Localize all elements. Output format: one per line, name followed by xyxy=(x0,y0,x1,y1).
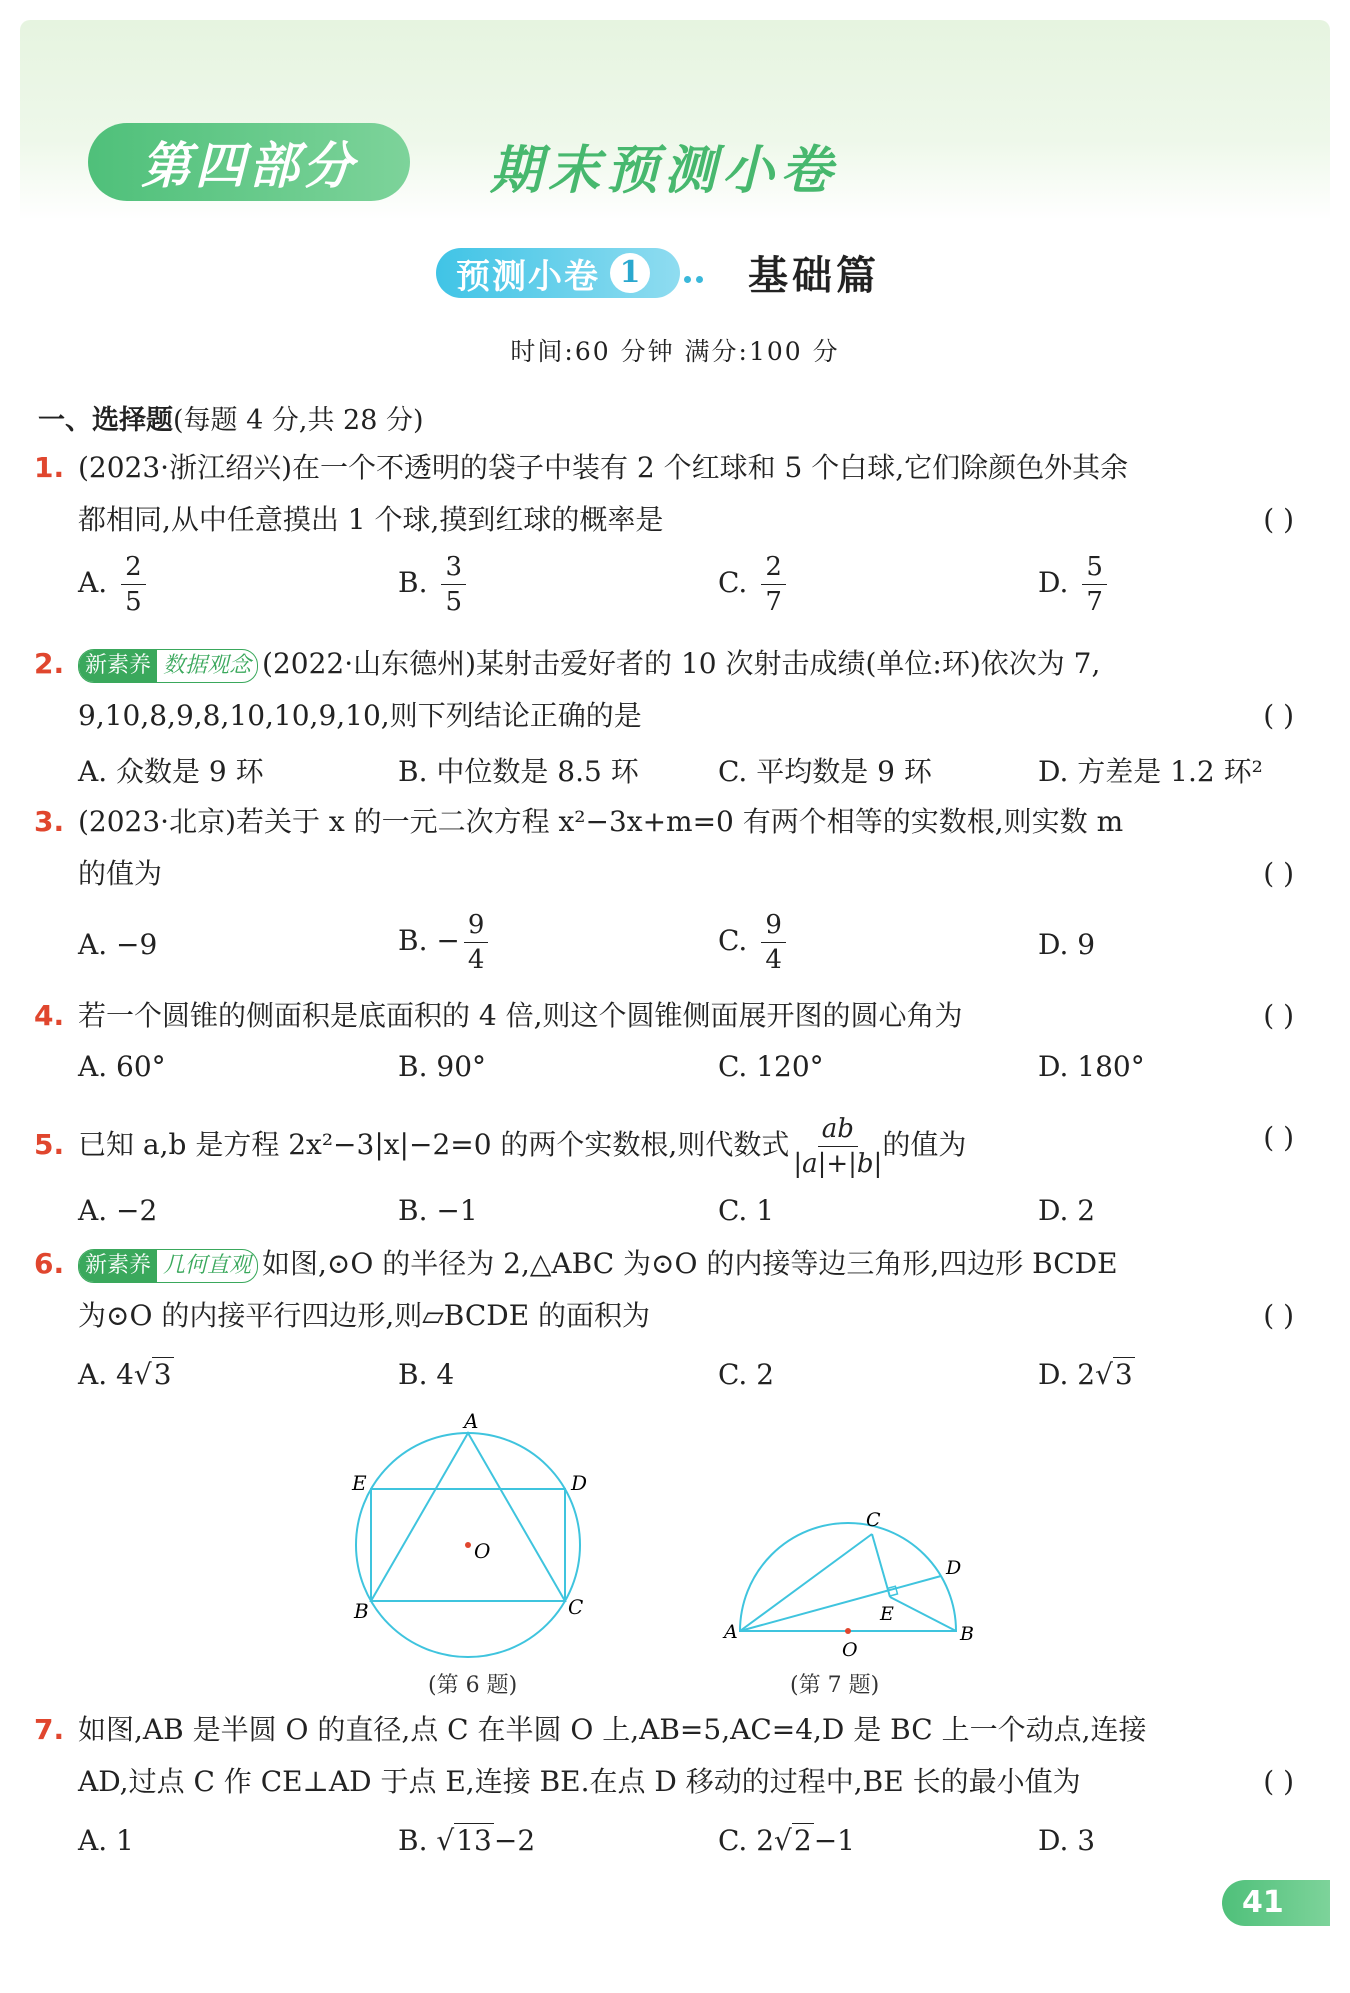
section-heading xyxy=(38,398,424,437)
option-c: C. 1 xyxy=(718,1194,775,1227)
question-text: 都相同,从中任意摸出 1 个球,摸到红球的概率是 xyxy=(78,503,664,536)
label-d: D xyxy=(571,1471,588,1495)
option-d: D. 180° xyxy=(1038,1050,1145,1083)
option-c: C. 120° xyxy=(718,1050,824,1083)
question-number: 1. xyxy=(34,451,65,484)
question-text: 如图,AB 是半圆 O 的直径,点 C 在半圆 O 上,AB=5,AC=4,D 是 BC 上一个动点,连接 xyxy=(78,1713,1147,1746)
time-score: 时间:60 分钟 满分:100 分 xyxy=(510,337,840,366)
label-b: B xyxy=(960,1623,974,1645)
question-text: 为⊙O 的内接平行四边形,则▱BCDE 的面积为 xyxy=(78,1299,651,1332)
question-number: 3. xyxy=(34,805,65,838)
option-c: C. 平均数是 9 环 xyxy=(718,755,932,788)
section-title: 一、选择题 xyxy=(38,405,173,436)
paper-badge xyxy=(436,248,680,298)
question-text: 如图,⊙O 的半径为 2,△ABC 为⊙O 的内接等边三角形,四边形 BCDE xyxy=(262,1247,1118,1280)
question-number: 2. xyxy=(34,647,65,680)
answer-paren: ( ) xyxy=(1263,503,1294,536)
question-text: (2023·浙江绍兴)在一个不透明的袋子中装有 2 个红球和 5 个白球,它们除颜色外其余 xyxy=(78,451,1129,484)
answer-paren: ( ) xyxy=(1263,1121,1294,1154)
question-text: (2022·山东德州)某射击爱好者的 10 次射击成绩(单位:环)依次为 7, xyxy=(262,647,1101,680)
option-d: D. 9 xyxy=(1038,928,1096,961)
answer-paren: ( ) xyxy=(1263,1765,1294,1798)
center-dot xyxy=(465,1542,471,1548)
label-c: C xyxy=(568,1595,584,1619)
dots-decoration xyxy=(684,268,708,287)
option-c: C. 2 xyxy=(718,1358,775,1391)
label-a: A xyxy=(724,1621,738,1643)
option-a: A. 4√3 xyxy=(78,1358,172,1391)
option-a: A. −9 xyxy=(78,928,158,961)
option-b: B. 4 xyxy=(398,1358,455,1391)
label-c: C xyxy=(866,1509,881,1531)
option-b: B. 90° xyxy=(398,1050,487,1083)
question-text: (2023·北京)若关于 x 的一元二次方程 x²−3x+m=0 有两个相等的实数根,则实数 m xyxy=(78,805,1124,838)
figure-6-circle xyxy=(340,1410,610,1660)
question-5 xyxy=(34,1112,1294,1181)
question-3 xyxy=(34,796,1294,900)
option-b: B. − $\frac{9}{4}$ xyxy=(398,908,488,977)
question-text: 的值为 xyxy=(78,857,163,890)
question-text: 若一个圆锥的侧面积是底面积的 4 倍,则这个圆锥侧面展开图的圆心角为 xyxy=(78,999,963,1032)
label-e: E xyxy=(352,1471,367,1495)
question-6 xyxy=(34,1238,1294,1342)
page-number: 41 xyxy=(1222,1880,1330,1926)
part-badge xyxy=(88,123,410,201)
question-1 xyxy=(34,442,1294,546)
option-a: A. 1 xyxy=(78,1824,134,1857)
label-e: E xyxy=(880,1603,894,1625)
question-number: 7. xyxy=(34,1713,65,1746)
option-d: D. 2√3 xyxy=(1038,1358,1133,1391)
paper-subtitle: 基础篇 xyxy=(748,252,880,299)
header-banner xyxy=(20,20,1330,220)
paper-number: 1 xyxy=(610,253,650,293)
option-a: A. 众数是 9 环 xyxy=(78,755,264,788)
question-text: 的值为 xyxy=(882,1128,967,1161)
part-label: 第四部分 xyxy=(141,137,357,195)
answer-paren: ( ) xyxy=(1263,999,1294,1032)
fraction: $\frac{ab}{|a|+|b|}$ xyxy=(793,1114,883,1179)
option-d: D. 方差是 1.2 环² xyxy=(1038,755,1263,788)
option-b: B. 中位数是 8.5 环 xyxy=(398,755,639,788)
option-b: B. −1 xyxy=(398,1194,478,1227)
figure-7-semicircle xyxy=(720,1500,980,1660)
option-c: C. 2√2−1 xyxy=(718,1824,855,1857)
paper-heading xyxy=(0,244,1350,304)
literacy-tag: 新素养 几何直观 xyxy=(78,1249,258,1283)
center-dot xyxy=(845,1628,851,1634)
part-title: 期末预测小卷 xyxy=(490,141,839,201)
question-number: 4. xyxy=(34,999,65,1032)
option-a: A. 60° xyxy=(78,1050,166,1083)
question-text: 已知 a,b 是方程 2x²−3|x|−2=0 的两个实数根,则代数式 xyxy=(78,1128,790,1161)
question-text: AD,过点 C 作 CE⊥AD 于点 E,连接 BE.在点 D 移动的过程中,BE 长的最小值为 xyxy=(78,1765,1081,1798)
paper-label: 预测小卷 xyxy=(456,256,600,297)
option-c: C. $\frac{9}{4}$ xyxy=(718,908,786,977)
label-a: A xyxy=(464,1410,479,1433)
question-text: 9,10,8,9,8,10,10,9,10,则下列结论正确的是 xyxy=(78,699,642,732)
literacy-tag: 新素养 数据观念 xyxy=(78,649,258,683)
question-number: 5. xyxy=(34,1128,65,1161)
answer-paren: ( ) xyxy=(1263,1299,1294,1332)
question-7 xyxy=(34,1704,1294,1808)
label-o: O xyxy=(842,1639,858,1660)
answer-paren: ( ) xyxy=(1263,857,1294,890)
question-4 xyxy=(34,990,1294,1042)
label-o: O xyxy=(474,1539,491,1563)
section-note: (每题 4 分,共 28 分) xyxy=(173,405,424,436)
label-b: B xyxy=(354,1599,369,1623)
option-b: B. $\frac{3}{5}$ xyxy=(398,550,466,619)
option-d: D. $\frac{5}{7}$ xyxy=(1038,550,1107,619)
figure-6-caption: (第 6 题) xyxy=(428,1673,518,1698)
option-a: A. $\frac{2}{5}$ xyxy=(78,550,146,619)
option-d: D. 3 xyxy=(1038,1824,1096,1857)
question-number: 6. xyxy=(34,1247,65,1280)
option-b: B. √13−2 xyxy=(398,1824,536,1857)
figure-7-caption: (第 7 题) xyxy=(790,1673,880,1698)
option-d: D. 2 xyxy=(1038,1194,1096,1227)
question-2 xyxy=(34,638,1294,742)
option-c: C. $\frac{2}{7}$ xyxy=(718,550,786,619)
label-d: D xyxy=(946,1557,962,1579)
answer-paren: ( ) xyxy=(1263,699,1294,732)
option-a: A. −2 xyxy=(78,1194,158,1227)
